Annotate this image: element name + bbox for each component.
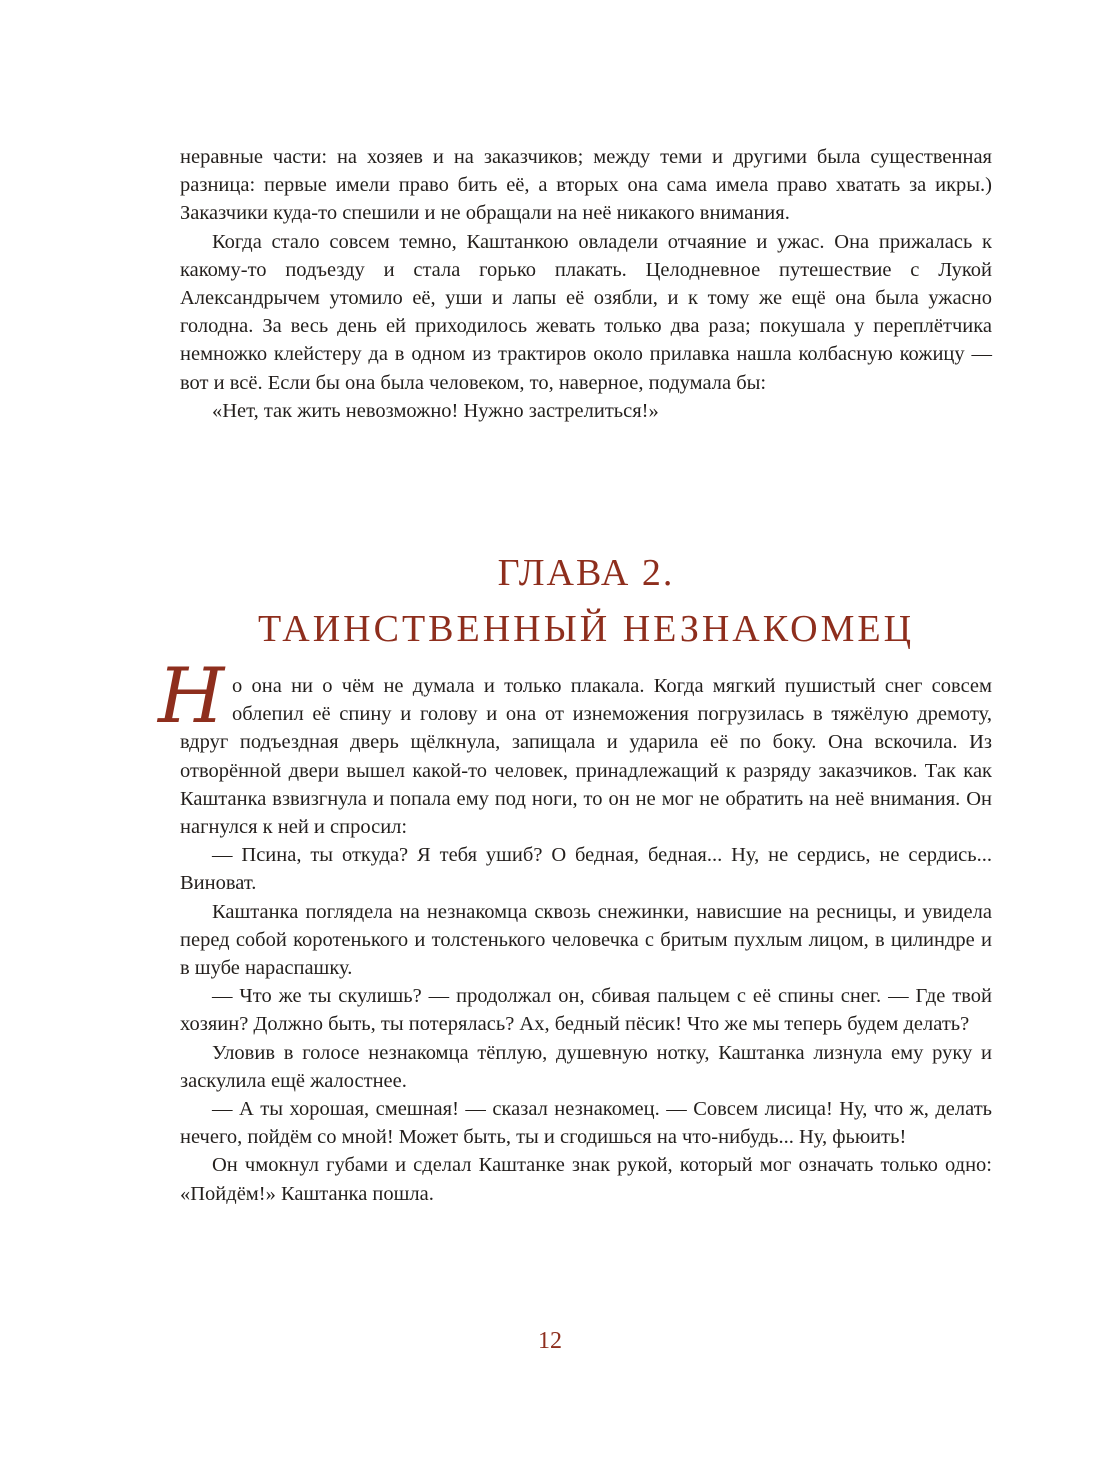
paragraph: — Что же ты скулишь? — продолжал он, сбивая пальцем с её спины снег. — Где твой хозяин? Должно быть, ты потерялась? Ах, бедный пёсик! Что же мы теперь будем делать? [180, 985, 992, 1036]
chapter-body [158, 651, 992, 1208]
chapter-heading [150, 548, 1022, 656]
drop-cap-letter: Н [158, 651, 225, 740]
previous-chapter-ending [180, 143, 992, 425]
paragraph-quote: «Нет, так жить невозможно! Нужно застрелиться!» [212, 399, 659, 422]
paragraph: Когда стало совсем темно, Каштанкою овладели отчаяние и ужас. Она прижалась к какому-то подъезду и стала горько плакать. Целодневное путешествие с Лукой Александрычем утомило её, уши и лапы её озябли, и к тому же ещё она была ужасно голодна. За весь день ей приходилось жевать только два раза; покушала у переплётчика немножко клейстеру да в одном из трактиров около прилавка нашла колбасную кожицу — вот и всё. Если бы она была человеком, то, наверное, подумала бы: [180, 230, 992, 394]
paragraph: Уловив в голосе незнакомца тёплую, душевную нотку, Каштанка лизнула ему руку и заскулила ещё жалостнее. [180, 1041, 992, 1092]
first-paragraph-text: о она ни о чём не думала и только плакала. Когда мягкий пушистый снег совсем облепил её спину и голову и она от изнеможения погрузилась в тяжёлую дремоту, вдруг подъездная дверь щёлкнула, запищала и ударила её по боку. Она вскочила. Из отворённой двери вышел какой-то человек, принадлежащий к разряду заказчиков. Так как Каштанка взвизгнула и попала ему под ноги, то он не мог не обратить на неё внимания. Он нагнулся к ней и спросил: [180, 675, 992, 839]
page-number: 12 [538, 1328, 562, 1354]
paragraph: Он чмокнул губами и сделал Каштанке знак рукой, который мог означать только одно: «Пойдём!» Каштанка пошла. [180, 1154, 992, 1205]
paragraph-continuation: неравные части: на хозяев и на заказчиков; между теми и другими была существенная разница: первые имели право бить её, а вторых она сама имела право хватать за икры.) Заказчики куда-то спешили и не обращали на неё никакого внимания. [180, 146, 992, 225]
chapter-title: ТАИНСТВЕННЫЙ НЕЗНАКОМЕЦ [257, 608, 915, 650]
chapter-number: ГЛАВА 2. [497, 552, 675, 594]
first-paragraph [158, 651, 992, 841]
paragraph: — А ты хорошая, смешная! — сказал незнакомец. — Совсем лисица! Ну, что ж, делать нечего, пойдём со мной! Может быть, ты и сгодишься на что-нибудь... Ну, фьюить! [180, 1098, 992, 1149]
paragraph: — Псина, ты откуда? Я тебя ушиб? О бедная, бедная... Ну, не сердись, не сердись... Виноват. [180, 844, 992, 895]
paragraph: Каштанка поглядела на незнакомца сквозь снежинки, нависшие на ресницы, и увидела перед собой коротенького и толстенького человечка с бритым пухлым лицом, в цилиндре и в шубе нараспашку. [180, 900, 992, 980]
